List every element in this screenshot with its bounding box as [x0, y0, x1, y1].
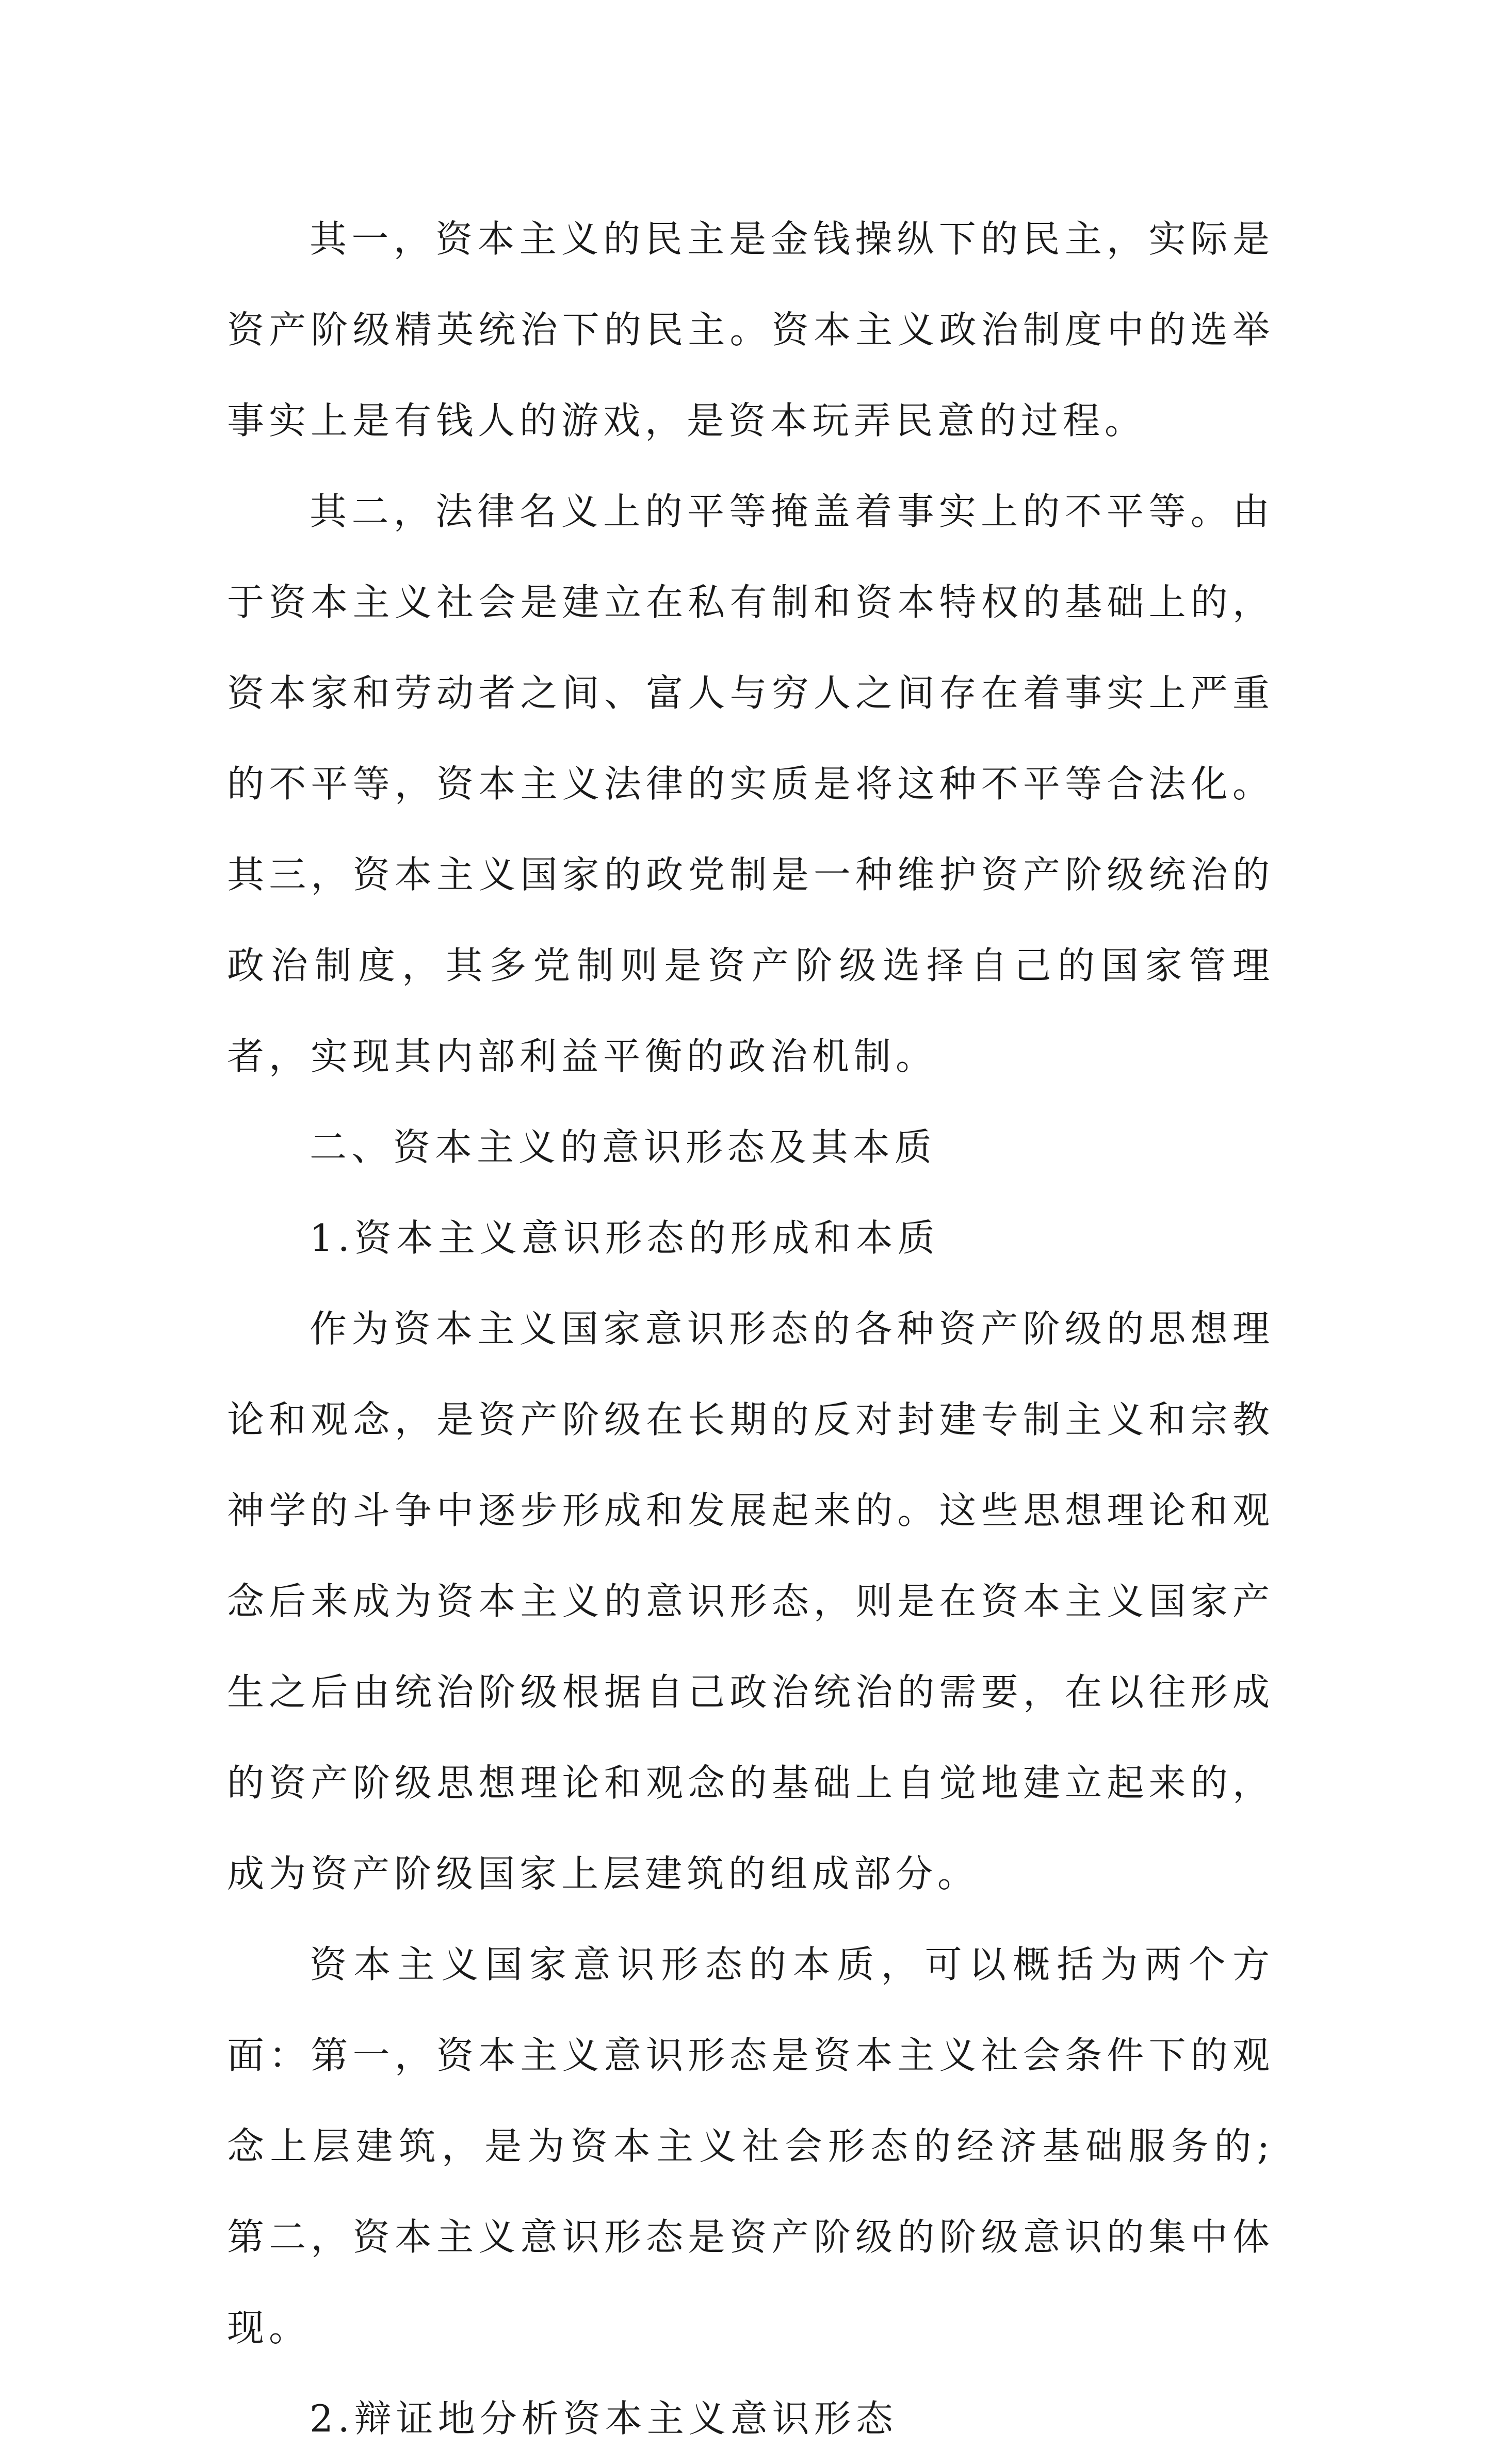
- subsection-heading-analysis: 2.辩证地分析资本主义意识形态: [310, 2397, 898, 2440]
- document-body: [227, 194, 1274, 2464]
- paragraph-essence: 资本主义国家意识形态的本质，可以概括为两个方面：第一，资本主义意识形态是资本主义社会条件下的观念上层建筑，是为资本主义社会形态的经济基础服务的;第二，资本主义意识形态是资产阶级的阶级意识的集中体现。: [227, 1943, 1274, 2349]
- paragraph-formation: 作为资本主义国家意识形态的各种资产阶级的思想理论和观念，是资产阶级在长期的反对封建专制主义和宗教神学的斗争中逐步形成和发展起来的。这些思想理论和观念后来成为资本主义的意识形态，则是在资本主义国家产生之后由统治阶级根据自己政治统治的需要，在以往形成的资产阶级思想理论和观念的基础上自觉地建立起来的，成为资产阶级国家上层建筑的组成部分。: [227, 1307, 1274, 1895]
- paragraph-law-and-parties: 其二，法律名义上的平等掩盖着事实上的不平等。由于资本主义社会是建立在私有制和资本特权的基础上的，资本家和劳动者之间、富人与穷人之间存在着事实上严重的不平等，资本主义法律的实质是将这种不平等合法化。其三，资本主义国家的政党制是一种维护资产阶级统治的政治制度，其多党制则是资产阶级选择自己的国家管理者，实现其内部利益平衡的政治机制。: [227, 490, 1274, 1078]
- paragraph-democracy: 其一，资本主义的民主是金钱操纵下的民主，实际是资产阶级精英统治下的民主。资本主义政治制度中的选举事实上是有钱人的游戏，是资本玩弄民意的过程。: [227, 217, 1274, 442]
- section-heading-ideology: 二、资本主义的意识形态及其本质: [310, 1125, 937, 1169]
- subsection-heading-formation: 1.资本主义意识形态的形成和本质: [310, 1216, 939, 1260]
